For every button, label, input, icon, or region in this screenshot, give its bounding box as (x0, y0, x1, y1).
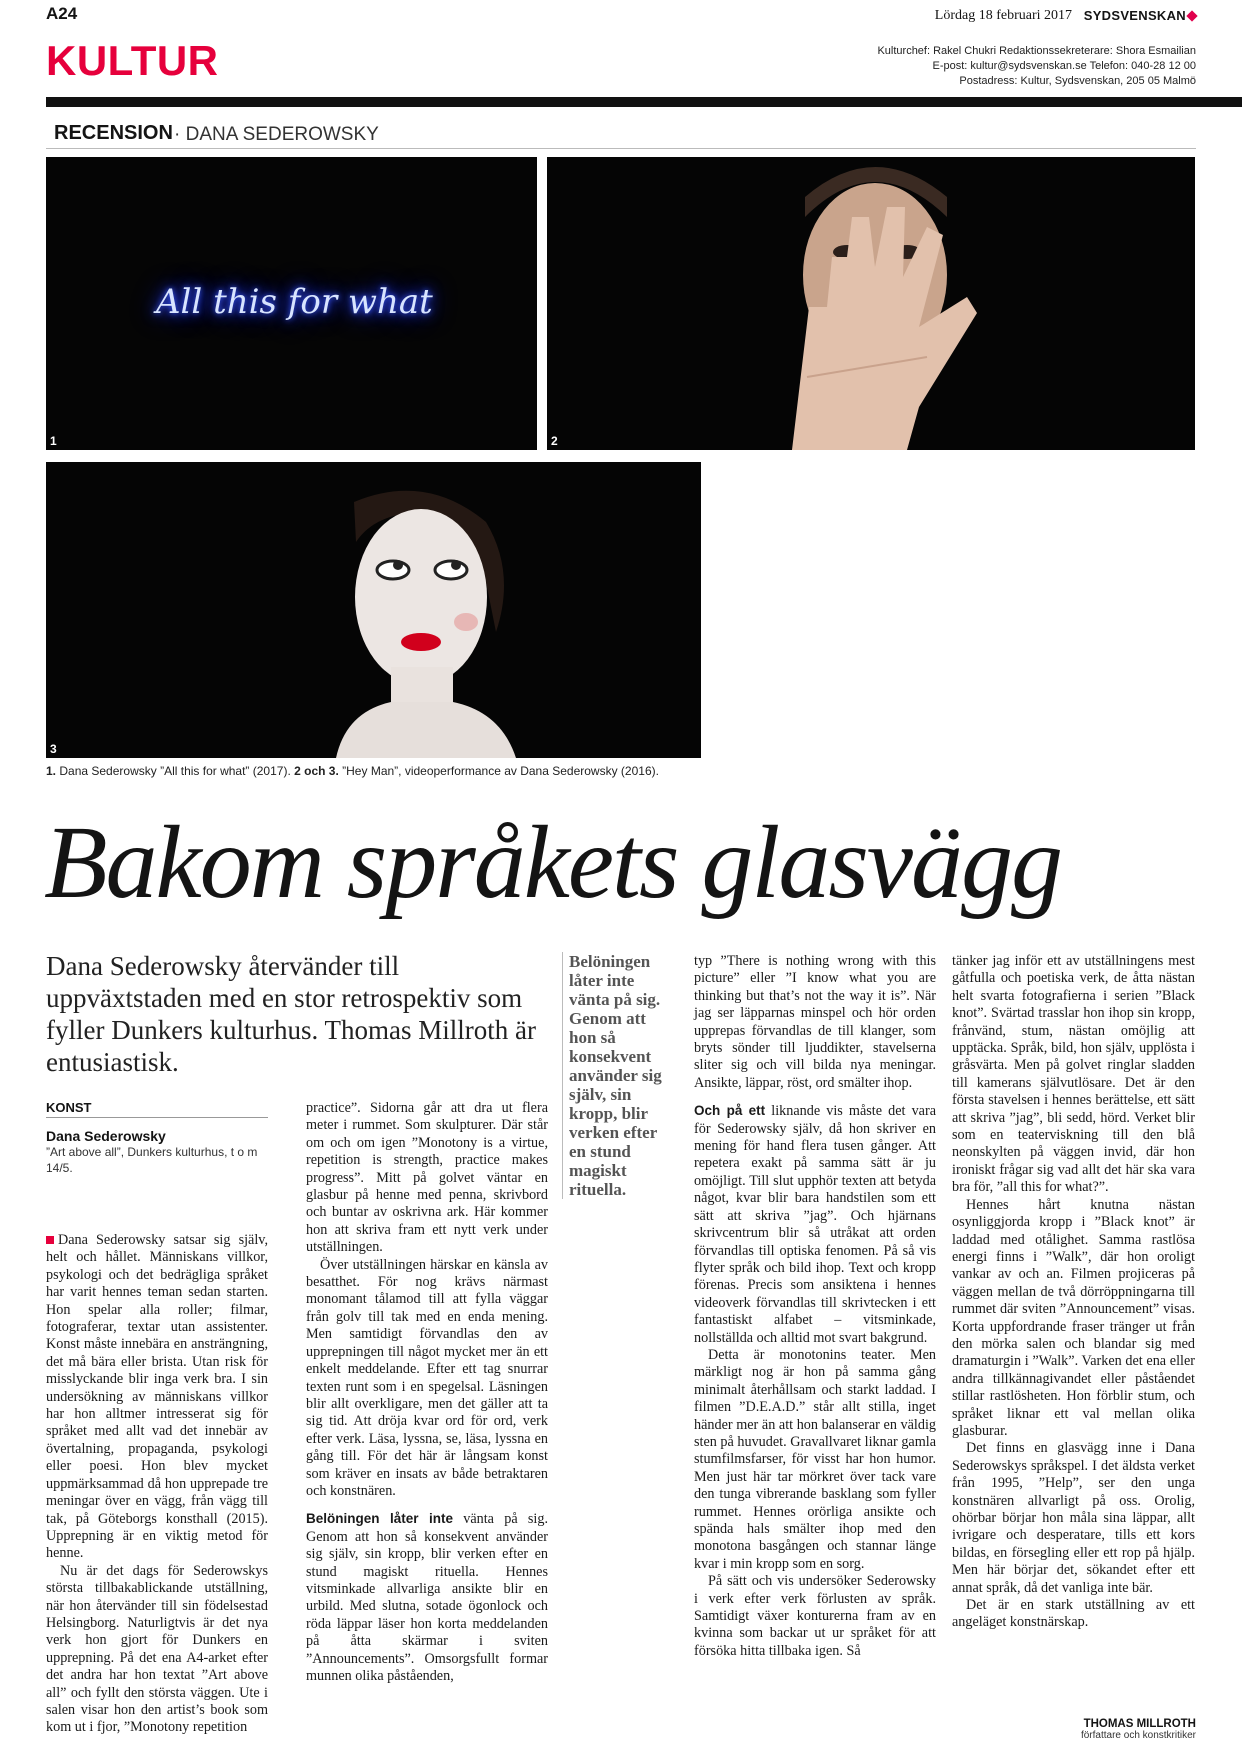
body-paragraph: typ ”There is nothing wrong with this picture” eller ”I know what you are thinking but that’s not the way it is”. När jag ser läpparnas minspel och hör orden upprepas förvandlas de till klanger, som bryts sönder till ljuddikter, stavelserna sliter sig och vill bilda nya meningar. Ansikte, läppar, röst, ord smälter ihop. (694, 953, 936, 1091)
body-text: vänta på sig. Genom att hon så konsekvent använder sig själv, sin kropp, blir verken efter en stund magiskt rituella. Hennes vitsminkade allvarliga ansikte blir en urbild. Med slutna, sotade ögonlock och röda läppar läser hon korta meddelanden på åtta skärmar i sviten ”Announcements”. Omsorgsfullt formar munnen olika påståenden, (306, 1511, 548, 1684)
header-rule (46, 97, 1242, 107)
body-paragraph: Det finns en glasvägg inne i Dana Sederowskys språkspel. I det äldsta verket från 1995, ”Help”, ser den unga konstnären allvarligt på oss. Orolig, ohörbar börjar hon måla sina läppar, allt ivrigare och desperatare, tills ett kors bildas, en försegling eller ett rop på hjälp. Men här börjar det, sökandet efter ett annat språk, då det vanliga inte bär. (952, 1440, 1195, 1596)
review-subject: · DANA SEDEROWSKY (174, 124, 379, 145)
body-column-2 (306, 1100, 548, 1685)
body-paragraph (306, 1510, 548, 1685)
body-paragraph: Hennes hårt knutna nästan osynliggjorda kropp i ”Black knot” är laddad med otålighet. Samma rastlösa energi finns i ”Walk”, där hon oroligt vankar av och an. Filmen projiceras på väggen mellan de två dörröppningarna till rummet där sviten ”Announcement” visas. Korta uppfordrande fraser tränger ut från den mörka salen och blandar sig med dramaturgin i ”Walk”. Varken det ena eller andra tillkännagivandet eller påståendet stillar rastlösheten. Hon förblir stum, och språket liknar ett val mellan olika glasburar. (952, 1196, 1195, 1439)
photo-white-face (46, 462, 701, 758)
brand-logo (1084, 8, 1196, 23)
body-paragraph (694, 1102, 936, 1347)
body-paragraph: tänker jag inför ett av utställningens mest gåtfulla och poetiska verk, de åtta nästan helt svarta fotografierna i serien ”Black knot”. Svärtad trasslar hon ihop sin kropp, frånvänd, stum, nästan omöjlig att upptäcka. Språk, bild, hon själv, upplösta i gråsvärta. Men på golvet ringlar sladden till kamerans självutlösare. Det är den första stavelsen i hennes berättelse, ett sätt att skriva ”jag”, bli sedd, hörd. Verket blir som en teaterviskning till den blå neonskylten på väggen invid, där hon ironiskt frågar sig vad allt det här ska vara bra för, ”all this for what?”. (952, 953, 1195, 1196)
masthead-line-contact: E-post: kultur@sydsvenskan.se Telefon: 040-28 12 00 (932, 60, 1196, 72)
body-column-1 (46, 1232, 268, 1737)
brand-mark-icon (1186, 10, 1197, 21)
author-name: THOMAS MILLROTH (1083, 1718, 1196, 1730)
body-column-3 (694, 953, 936, 1660)
fact-info: ”Art above all”, Dunkers kulturhus, t o m 14/5. (46, 1145, 258, 1175)
brand-name: SYDSVENSKAN (1083, 8, 1186, 23)
byline-signature (1081, 1718, 1196, 1741)
photo-neon-artwork (46, 157, 537, 450)
body-text: liknande vis måste det vara för Sederowsky själv, då hon skriver en mening för hand flera tusen gånger. Att repetera exakt på samma sätt är ju omöjligt. Till slut upphör texten att betyda något, kvar blir bara handstilen som ett sätt att skriva ”jag”. Och hjärnans skrivcentrum blir så utråkat att orden förvandlas till optiska fenomen. På så vis flyter språk och bild ihop. Text och kropp förenas. Precis som ansiktena i hennes videoverk förvandlas till skrivtecken i ett fantastiskt alfabet – vitsminkade, nollställda och alltid mot svart bakgrund. (694, 1103, 936, 1346)
author-role: författare och konstkritiker (1080, 1730, 1196, 1741)
pull-quote: Belöningen låter inte vänta på sig. Genom att hon så konsekvent använder sig själv, sin kropp, blir verken efter en stund magiskt rituella. (562, 952, 674, 1199)
fact-artist: Dana Sederowsky (46, 1128, 166, 1144)
headline: Bakom språkets glasvägg (44, 805, 1061, 920)
body-text: Dana Sederowsky satsar sig själv, helt och hållet. Människans villkor, psykologi och det bedrägliga språket har varit hennes teman sedan starten. Hon spelar alla roller; filmar, fotograferar, textar utan assistenter. Konst måste innebära en ansträngning, det må bära eller brista. Utan risk för misslyckande blir inga verk bra. I sin undersökning av människans villkor har hon alltmer intresserat sig för språket med allt vad det innebär av övertalning, propaganda, psykologi eller poesi. Hon blev mycket uppmärksammad då hon upprepade tre meningar över en vägg, från vägg till tak, på Göteborgs konsthall (2015). Upprepning är en viktig metod för henne. (46, 1232, 268, 1562)
body-paragraph: practice”. Sidorna går att dra ut flera meter i rummet. Som skulpturer. Där står om och om igen ”Monotony is a virtue, repetition is strength, practice makes progress”. Mitt på golvet väntar en glasbur på henne med penna, skrivbord och buntar av oskrivna ark. Här kommer hon att skriva fram ett nytt verk under utställningen. (306, 1100, 548, 1256)
review-label: RECENSION (54, 122, 173, 144)
caption-number: 1. (46, 764, 57, 778)
masthead-line-editors: Kulturchef: Rakel Chukri Redaktionssekreterare: Shora Esmailian (877, 45, 1196, 57)
body-column-4 (952, 953, 1195, 1632)
lead-paragraph: Dana Sederowsky återvänder till uppväxtstaden med en stor retrospektiv som fyller Dunkers kulturhus. Thomas Millroth är entusiastisk. (46, 951, 536, 1077)
subhead-lead-in: Och på ett (694, 1103, 766, 1119)
white-face-illustration (46, 462, 701, 758)
photo-number: 1 (50, 434, 57, 448)
page-number: A24 (46, 4, 78, 23)
body-paragraph: Över utställningen härskar en känsla av besatthet. För nog krävs närmast monomant tålamod till att fylla väggar från golv till tak med en enda mening. Men samtidigt förvandlas den av upprepningen till något mycket mer än ett enkelt meddelande. Efter ett tag snurrar texten runt som i en spegelsal. Läsningen blir allt overkligare, men det gäller att ta sig tid. Att dröja kvar ord för ord, verk efter verk. Läsa, lyssna, se, läsa, lyssna en gång till. För det här är långsam konst som kräver en insats av både betraktaren och konstnären. (306, 1256, 548, 1499)
body-paragraph: Nu är det dags för Sederowskys största tillbakablickande utställning, när hon återvänder till sin födelsestad Helsingborg. Naturligtvis är det nya verk hon gjort för Dunkers en upprepning. På det ena A4-arket efter det andra har hon textat ”Art above all” och fyllt den största väggen. Ute i salen visar hon den artist’s book som kom ut i fjor, ”Monotony repetition (46, 1562, 268, 1736)
masthead-line-address: Postadress: Kultur, Sydsvenskan, 205 05 Malmö (959, 75, 1196, 87)
fact-box (46, 1100, 268, 1176)
caption-number: 2 och 3. (294, 764, 339, 778)
hand-face-illustration (547, 157, 1195, 450)
section-title: KULTUR (46, 37, 219, 84)
photo-hand-face (547, 157, 1195, 450)
body-paragraph: Detta är monotonins teater. Men märkligt nog är hon på samma gång minimalt återhållsam och starkt laddad. I filmen ”D.E.A.D.” står allt stilla, inget händer mer än att hon balanserar en väldig sten på huvudet. Gravallvaret liknar gamla stumfilmsfarser, för visst har hon humor. Men just här tar mörkret över tack vare den tunga vibrerande basklang som fyller rummet. Hennes orörliga ansikte och spända hals smälter ihop med den monotona basgången och stannar länge kvar i min kropp som en sorg. (694, 1346, 936, 1572)
photo-number: 2 (551, 434, 558, 448)
caption-text: ”Hey Man”, videoperformance av Dana Sederowsky (2016). (338, 764, 659, 778)
body-paragraph (46, 1232, 268, 1563)
caption-text: Dana Sederowsky ”All this for what” (2017). (56, 764, 295, 778)
masthead (656, 44, 1196, 89)
issue-date: Lördag 18 februari 2017 (934, 8, 1072, 23)
subhead-lead-in: Belöningen låter inte (306, 1511, 453, 1527)
fact-genre: KONST (46, 1100, 268, 1118)
start-square-icon (46, 1236, 54, 1244)
neon-sign-text: All this for what (156, 282, 433, 322)
photo-caption (46, 764, 659, 778)
body-paragraph: Det är en stark utställning av ett angeläget konstnärskap. (952, 1597, 1195, 1631)
body-paragraph: På sätt och vis undersöker Sederowsky i verk efter verk förlusten av språk. Samtidigt växer konturerna fram av en kvinna som backar ut ur språket för att försöka hitta tillbaka igen. Så (694, 1573, 936, 1659)
photo-number: 3 (50, 742, 57, 756)
